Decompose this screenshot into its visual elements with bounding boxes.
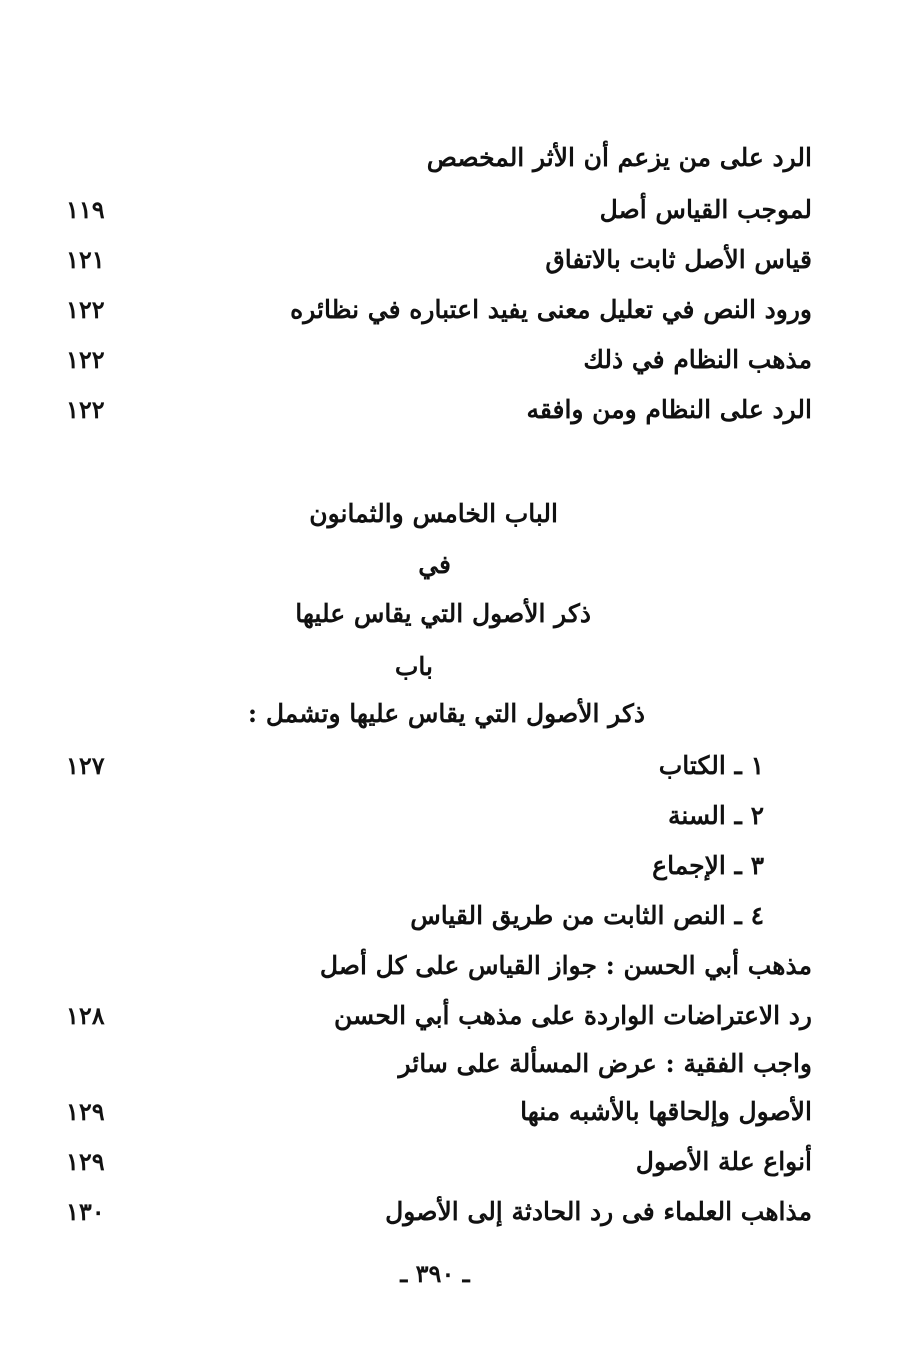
toc-entry bbox=[60, 1142, 812, 1182]
toc-page-number: ١٢٢ bbox=[66, 395, 105, 424]
toc-page-number: ١٢٩ bbox=[66, 1147, 105, 1176]
toc-entry-text: قياس الأصل ثابت بالاتفاق bbox=[545, 245, 812, 274]
toc-entry bbox=[60, 290, 812, 330]
footer-page-number: ـ ٣٩٠ ـ bbox=[400, 1259, 470, 1288]
toc-page-number: ١٢٢ bbox=[66, 345, 105, 374]
toc-entry-text: الأصول وإلحاقها بالأشبه منها bbox=[520, 1097, 812, 1126]
chapter-subject: ذكر الأصول التي يقاس عليها bbox=[295, 599, 591, 628]
toc-entry bbox=[60, 796, 812, 836]
toc-entry bbox=[60, 896, 812, 936]
toc-page-number: ١٢٨ bbox=[66, 1001, 105, 1030]
toc-entry bbox=[60, 746, 812, 786]
chapter-bab: باب bbox=[394, 652, 433, 681]
toc-entry-text: لموجب القياس أصل bbox=[599, 195, 812, 224]
toc-entry bbox=[60, 240, 812, 280]
toc-entry bbox=[60, 946, 812, 986]
toc-entry bbox=[60, 340, 812, 380]
toc-entry-text: ورود النص في تعليل معنى يفيد اعتباره في نظائره bbox=[290, 295, 812, 324]
toc-entry-text: مذهب أبي الحسن : جواز القياس على كل أصل bbox=[319, 951, 812, 980]
chapter-subheading: ذكر الأصول التي يقاس عليها وتشمل : bbox=[247, 699, 645, 728]
toc-page-number: ١٢٧ bbox=[66, 751, 105, 780]
toc-entry-text: الرد على النظام ومن وافقه bbox=[526, 395, 812, 424]
toc-page-number: ١١٩ bbox=[66, 195, 105, 224]
toc-page-number: ١٣٠ bbox=[66, 1197, 105, 1226]
toc-entry-text: مذهب النظام في ذلك bbox=[583, 345, 812, 374]
toc-entry bbox=[60, 1192, 812, 1232]
toc-entry-text: الرد على من يزعم أن الأثر المخصص bbox=[426, 143, 812, 172]
toc-entry-text: ٢ ـ السنة bbox=[668, 801, 764, 830]
toc-page-number: ١٢٢ bbox=[66, 295, 105, 324]
toc-entry bbox=[60, 190, 812, 230]
toc-entry bbox=[60, 390, 812, 430]
chapter-title: الباب الخامس والثمانون bbox=[309, 499, 558, 528]
toc-entry-text: أنواع علة الأصول bbox=[635, 1147, 812, 1176]
toc-entry bbox=[60, 138, 812, 178]
toc-page-number: ١٢٩ bbox=[66, 1097, 105, 1126]
toc-entry-text: واجب الفقية : عرض المسألة على سائر bbox=[398, 1049, 812, 1078]
toc-entry bbox=[60, 1044, 812, 1084]
chapter-fi: في bbox=[418, 550, 451, 579]
toc-entry-text: ١ ـ الكتاب bbox=[658, 751, 764, 780]
toc-entry bbox=[60, 996, 812, 1036]
toc-entry-text: ٣ ـ الإجماع bbox=[652, 851, 764, 880]
toc-entry bbox=[60, 1092, 812, 1132]
toc-entry-text: ٤ ـ النص الثابت من طريق القياس bbox=[410, 901, 764, 930]
toc-entry bbox=[60, 846, 812, 886]
toc-page-number: ١٢١ bbox=[66, 245, 105, 274]
toc-entry-text: رد الاعتراضات الواردة على مذهب أبي الحسن bbox=[334, 1001, 812, 1030]
toc-entry-text: مذاهب العلماء فى رد الحادثة إلى الأصول bbox=[385, 1197, 812, 1226]
